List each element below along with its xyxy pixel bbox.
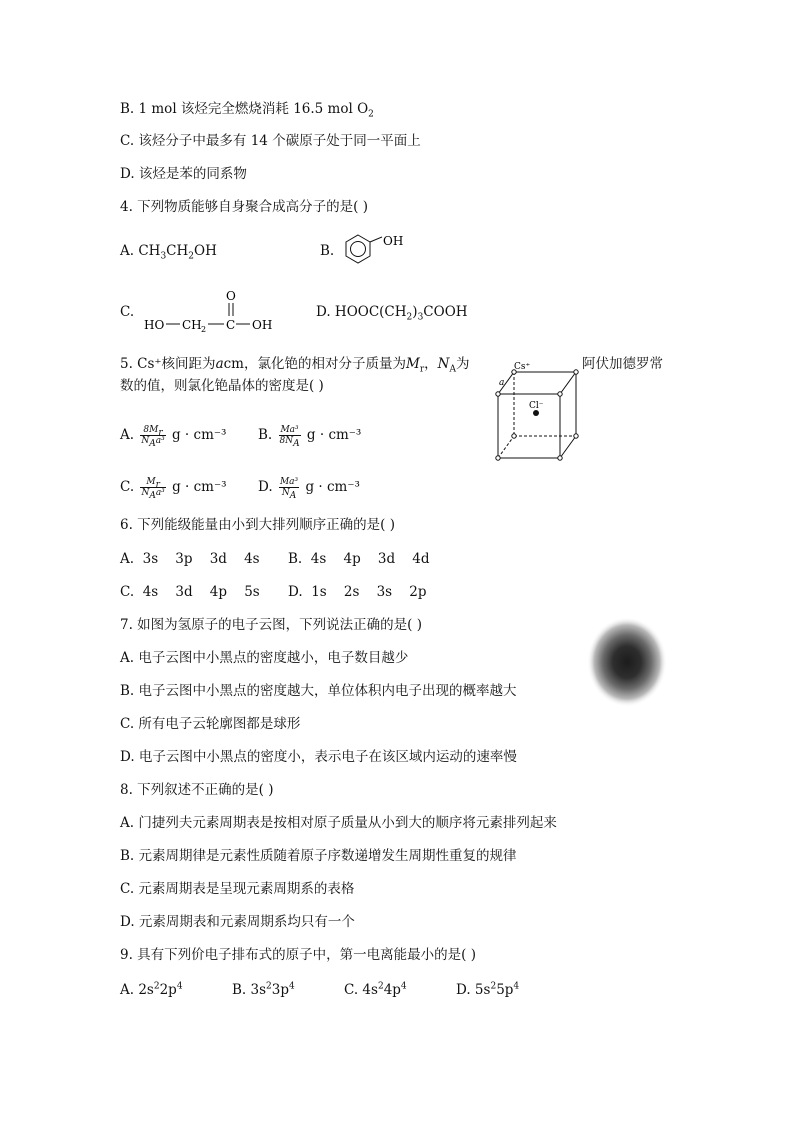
svg-text:a: a — [499, 378, 505, 388]
svg-text:C: C — [226, 318, 236, 332]
q8-stem: 8. 下列叙述不正确的是( ) — [120, 782, 274, 798]
q3-option-d: D. 该烃是苯的同系物 — [120, 166, 247, 182]
q6-option-d: D. 1s 2s 3s 2p — [288, 584, 427, 600]
svg-text:HO: HO — [144, 318, 165, 332]
q9-option-c: C. $4s^24p^4$ — [344, 981, 407, 998]
q5-stem-line2: 数的值，则氯化铯晶体的密度是( ) — [120, 378, 324, 394]
q9-option-a: A. $2s^22p^4$ — [120, 981, 183, 998]
q5-stem-right: 阿伏加德罗常 — [582, 356, 663, 372]
electron-cloud-image — [584, 614, 670, 710]
q7-option-d: D. 电子云图中小黑点的密度小，表示电子在该区域内运动的速率慢 — [120, 749, 517, 765]
q8-option-a: A. 门捷列夫元素周期表是按相对原子质量从小到大的顺序将元素排列起来 — [120, 815, 557, 831]
cscl-unit-cell — [490, 358, 582, 464]
svg-text:OH: OH — [252, 318, 273, 332]
q3-option-b: B. 1 mol 该烃完全燃烧消耗 16.5 mol $O_2$ — [120, 101, 374, 120]
svg-text:Cs⁺: Cs⁺ — [514, 362, 531, 372]
svg-text:CH: CH — [182, 318, 202, 332]
phenol-oh-label: OH — [383, 234, 404, 248]
q5-option-c: C. $\frac{M_r}{N_Aa^3}$ g · cm⁻³ — [120, 477, 227, 501]
q3-option-c: C. 该烃分子中最多有 14 个碳原子处于同一平面上 — [120, 133, 421, 149]
q7-stem: 7. 如图为氢原子的电子云图，下列说法正确的是( ) — [120, 617, 422, 633]
q8-option-b: B. 元素周期律是元素性质随着原子序数递增发生周期性重复的规律 — [120, 848, 517, 864]
q6-option-c: C. 4s 3d 4p 5s — [120, 584, 260, 600]
q9-stem: 9. 具有下列价电子排布式的原子中，第一电离能最小的是( ) — [120, 947, 476, 963]
phenol-structure — [338, 228, 418, 268]
q6-option-a: A. 3s 3p 3d 4s — [120, 551, 260, 567]
q7-option-b: B. 电子云图中小黑点的密度越大，单位体积内电子出现的概率越大 — [120, 683, 517, 699]
q5-option-b: B. $\frac{\text{Ma³}}{8N_A}$ g · cm⁻³ — [258, 425, 362, 449]
q7-option-c: C. 所有电子云轮廓图都是球形 — [120, 716, 301, 732]
q5-stem-line1: 5. Cs⁺核间距为acm，氯化铯的相对分子质量为$M_r$，$N_A$为 — [120, 356, 470, 375]
q7-option-a: A. 电子云图中小黑点的密度越小，电子数目越少 — [120, 650, 409, 666]
svg-text:2: 2 — [201, 325, 207, 334]
q6-stem: 6. 下列能级能量由小到大排列顺序正确的是( ) — [120, 517, 395, 533]
q4-option-c-label: C. — [120, 304, 135, 320]
q8-option-d: D. 元素周期表和元素周期系均只有一个 — [120, 914, 355, 930]
q9-option-d: D. $5s^25p^4$ — [456, 981, 520, 998]
q5-option-a: A. $\frac{8M_r}{N_Aa^3}$ g · cm⁻³ — [120, 425, 227, 449]
q6-option-b: B. 4s 4p 3d 4d — [288, 551, 430, 567]
q5-option-d: D. $\frac{\text{Ma³}}{N_A}$ g · cm⁻³ — [258, 477, 360, 501]
q4-stem: 4. 下列物质能够自身聚合成高分子的是( ) — [120, 199, 368, 215]
svg-text:Cl⁻: Cl⁻ — [529, 401, 544, 411]
q8-option-c: C. 元素周期表是呈现元素周期系的表格 — [120, 881, 355, 897]
q4-option-b-label: B. — [320, 243, 335, 259]
glycolic-acid-structure — [140, 285, 290, 335]
svg-text:O: O — [226, 289, 236, 303]
q4-option-d: D. $HOOC(CH_2)_3COOH$ — [316, 304, 468, 323]
q9-option-b: B. $3s^23p^4$ — [232, 981, 295, 998]
q4-option-a: A. $CH_3CH_2OH$ — [120, 243, 217, 262]
